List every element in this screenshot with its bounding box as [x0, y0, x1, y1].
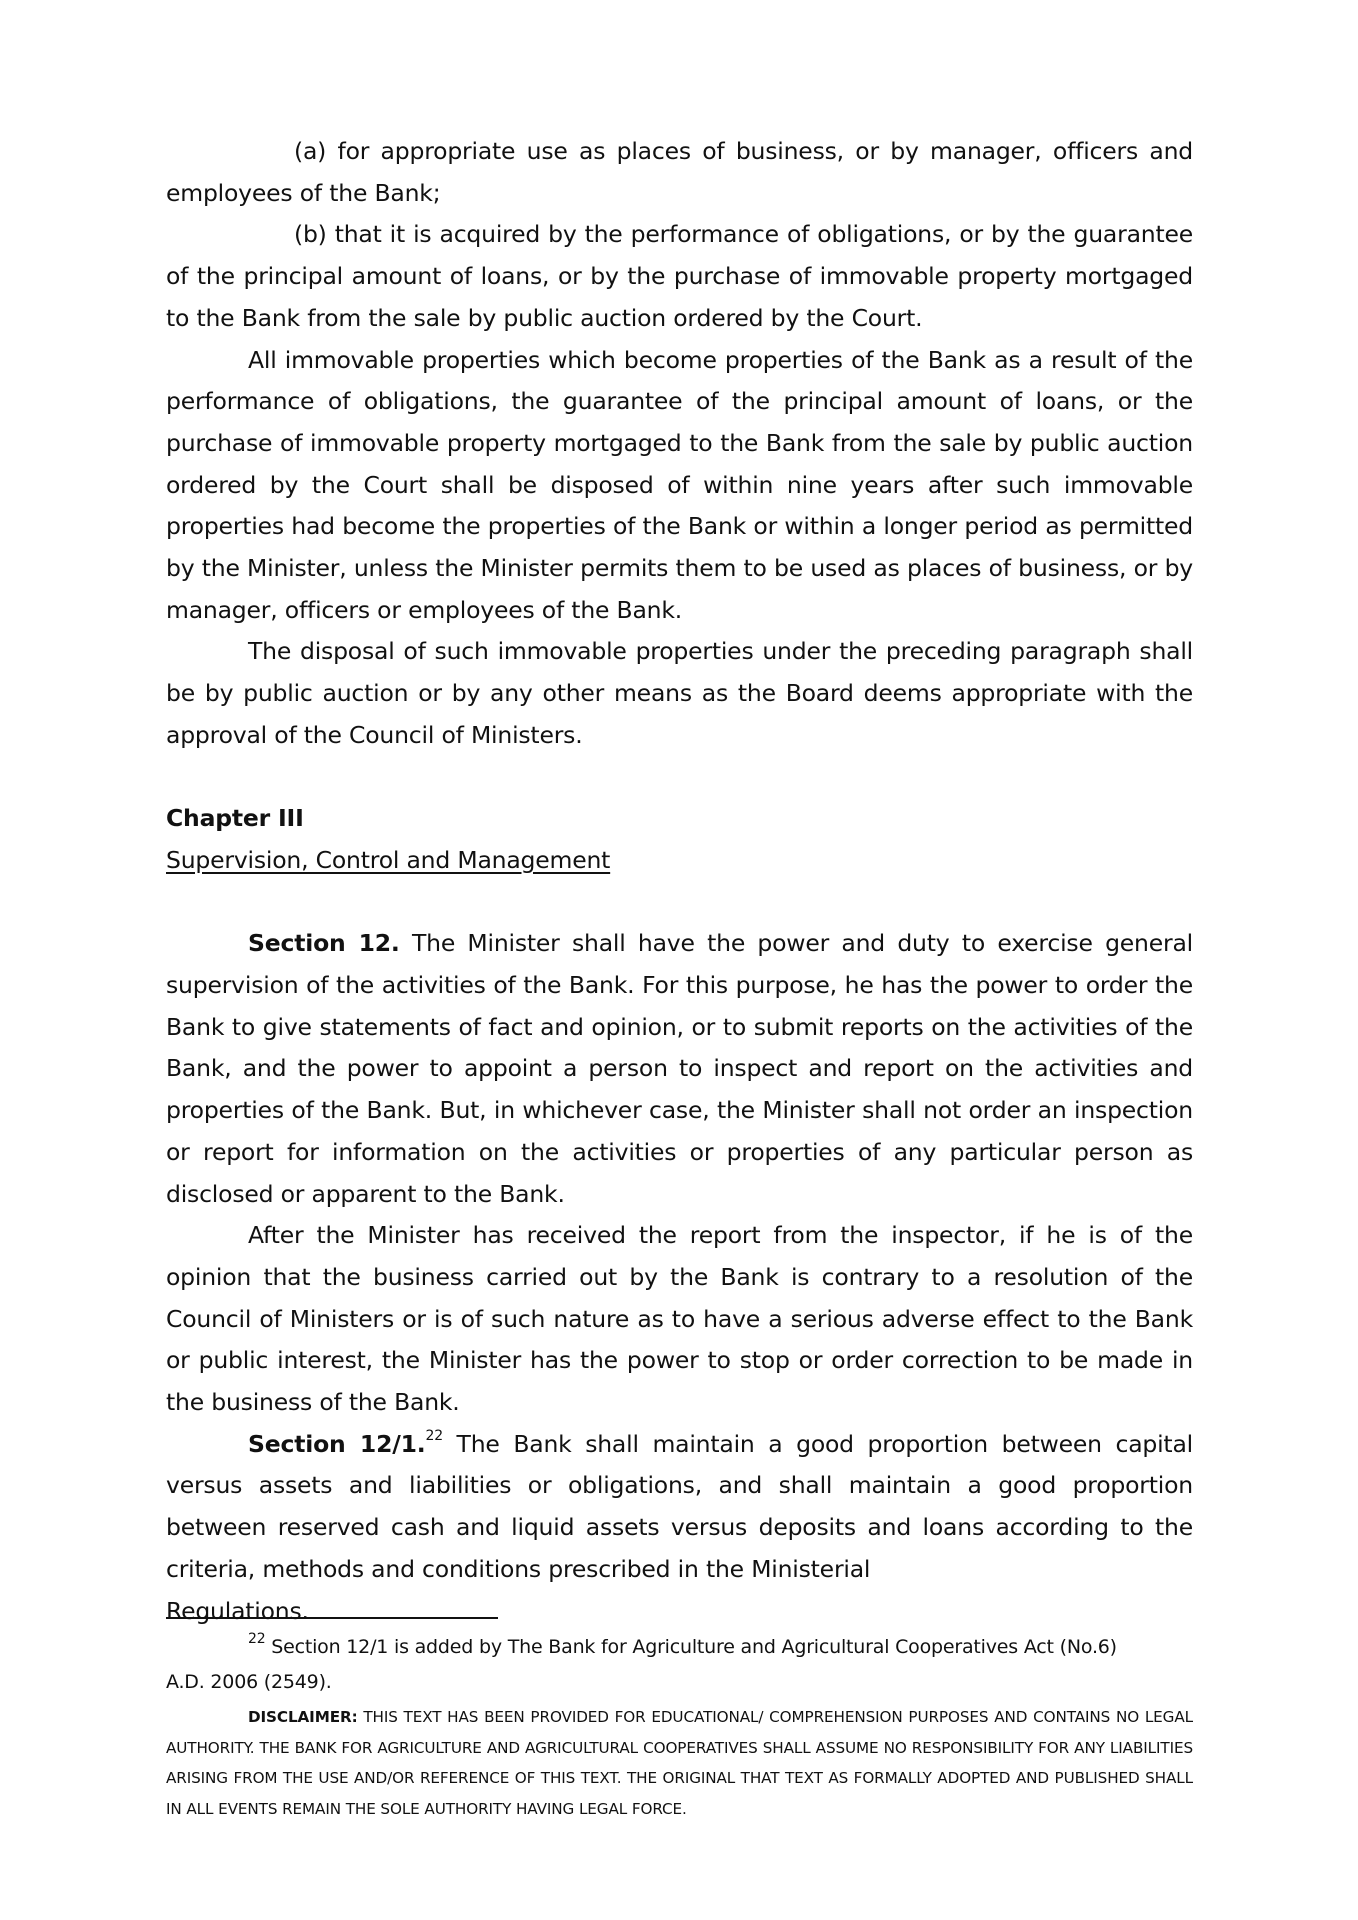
section-12-paragraph-2: After the Minister has received the report from the inspector, if he is of the opinion that the business carried out by the Bank is contrary to a resolution of the Council of Ministers or is of such nature as to have a serious adverse effect to the Bank or public interest, the Minister has the power to stop or order correction to be made in the business of the Bank. — [166, 1221, 1193, 1417]
footnote — [166, 1630, 1193, 1700]
spacer — [166, 882, 1193, 924]
footnote-reference[interactable]: 22 — [425, 1427, 443, 1444]
paragraph-immovable-properties: All immovable properties which become properties of the Bank as a result of the performance of obligations, the guarantee of the principal amount of loans, or the purchase of immovable property mortgaged to the Bank from the sale by public auction ordered by the Court shall be disposed of within nine years after such immovable properties had become the properties of the Bank or within a longer period as permitted by the Minister, unless the Minister permits them to be used as places of business, or by manager, officers or employees of the Bank. — [166, 345, 1193, 624]
clause-a: (a) for appropriate use as places of business, or by manager, officers and employees of the Bank; — [166, 137, 1193, 207]
clause-b: (b) that it is acquired by the performance of obligations, or by the guarantee of the principal amount of loans, or by the purchase of immovable property mortgaged to the Bank from the sale by public auction ordered by the Court. — [166, 220, 1193, 332]
disclaimer — [166, 1702, 1193, 1824]
section-12-text: The Minister shall have the power and duty to exercise general supervision of the activities of the Bank. For this purpose, he has the power to order the Bank to give statements of fact and opinion, or to submit reports on the activities of the Bank, and the power to appoint a person to inspect and report on the activities and properties of the Bank. But, in whichever case, the Minister shall not order an inspection or report for information on the activities or properties of any particular person as disclosed or apparent to the Bank. — [166, 929, 1193, 1208]
section-12-1-label: Section 12/1. — [248, 1429, 426, 1458]
paragraph-disposal: The disposal of such immovable properties under the preceding paragraph shall be by public auction or by any other means as the Board deems appropriate with the approval of the Council of Ministers. — [166, 637, 1193, 749]
footnote-line-2: A.D. 2006 (2549). — [166, 1671, 332, 1693]
footnote-text: Section 12/1 is added by The Bank for Agriculture and Agricultural Cooperatives Act (No.6) — [265, 1636, 1117, 1658]
disclaimer-paragraph — [166, 1702, 1193, 1824]
section-12-1-paragraph — [166, 1424, 1193, 1591]
section-12-1-text-end: Regulations. — [166, 1596, 309, 1625]
section-12-label: Section 12. — [248, 929, 400, 958]
footnote-line-1 — [166, 1630, 1193, 1665]
section-12-paragraph — [166, 923, 1193, 1215]
page-body — [166, 131, 1193, 1632]
disclaimer-label: DISCLAIMER: — [248, 1708, 358, 1726]
section-12-1-text: The Bank shall maintain a good proportion between capital versus assets and liabilities or obligations, and shall maintain a good proportion between reserved cash and liquid assets versus deposits and loans according to the criteria, methods and conditions prescribed in the Ministerial — [166, 1429, 1193, 1583]
chapter-title: Supervision, Control and Management — [166, 845, 611, 874]
footnote-number: 22 — [248, 1630, 266, 1647]
footnote-separator — [166, 1617, 498, 1619]
disclaimer-text: THIS TEXT HAS BEEN PROVIDED FOR EDUCATIONAL/ COMPREHENSION PURPOSES AND CONTAINS NO LEGAL AUTHORITY. THE BANK FOR AGRICULTURE AND AGRICULTURAL COOPERATIVES SHALL ASSUME NO RESPONSIBILITY FOR ANY LIABILITIES ARISING FROM THE USE AND/OR REFERENCE OF THIS TEXT. THE ORIGINAL THAT TEXT AS FORMALLY ADOPTED AND PUBLISHED SHALL IN ALL EVENTS REMAIN THE SOLE AUTHORITY HAVING LEGAL FORCE. — [166, 1708, 1193, 1818]
chapter-number: Chapter III — [166, 804, 304, 833]
